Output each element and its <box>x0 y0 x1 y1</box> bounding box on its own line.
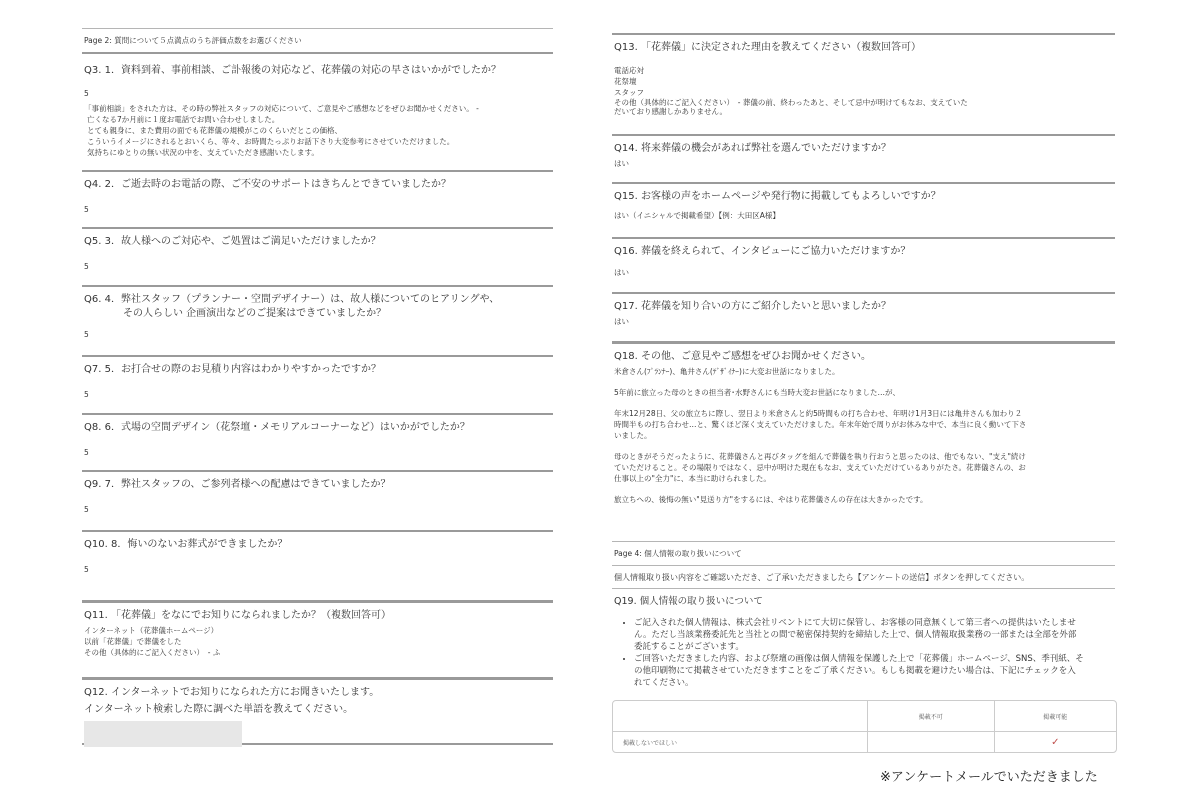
question-q6 <box>82 285 553 355</box>
page4-note-text: 個人情報取り扱い内容をご確認いただき、ご了承いただきましたら【アンケートの送信】ボタンを押してください。 <box>614 573 1030 582</box>
question-q3 <box>82 52 553 170</box>
q3-comment <box>84 103 551 158</box>
comment-paragraph: 旅立ちへの、後悔の無い"見送り方"をするには、やはり花葬儀さんの存在は大きかったです。 <box>614 495 928 504</box>
question-q4 <box>82 170 553 227</box>
q17-text: Q17. 花葬儀を知り合いの方にご紹介したいと思いましたか？ <box>614 301 891 312</box>
cell-not-allowed[interactable] <box>868 731 995 752</box>
table-header-not-allowed: 掲載不可 <box>868 701 995 731</box>
table-header-empty <box>613 701 868 731</box>
q14-answer: はい <box>614 159 629 168</box>
privacy-bullet: • ご回答いただきました内容、および祭壇の画像は個人情報を保護した上で「花葬儀」ホームページ、SNS、季刊紙、その他印刷物にて掲載させていただきますことをご了承ください。もしも掲載を避けたい場合は、下記にチェックを入れてください。 <box>634 653 1084 689</box>
q3-score: 5 <box>84 89 89 98</box>
page4-header-text: Page 4: 個人情報の取り扱いについて <box>614 549 742 558</box>
page2-header-text: Page 2: 質問について５点満点のうち評価点数をお選びください <box>84 36 302 45</box>
answer-line: 以前「花葬儀」で葬儀をした <box>84 637 182 646</box>
comment-paragraph: 年末12月28日、父の旅立ちに際し、翌日より米倉さんと約5時間もの打ち合わせ、年明け1月3日には亀井さんも加わり２時間半もの打ち合わせ…と、驚くほど深く支えていただけました。年末年始で周りがお休みな中で、本当に良く動いて下さいました。 <box>614 409 1027 440</box>
question-q16 <box>612 237 1115 292</box>
question-q11 <box>82 600 553 677</box>
answer-line: 電話応対 <box>614 66 644 75</box>
page4-note <box>612 565 1115 588</box>
question-q15 <box>612 182 1115 237</box>
question-q18 <box>612 341 1115 511</box>
q5-answer: 5 <box>84 262 89 271</box>
q17-answer: はい <box>614 317 629 326</box>
q16-answer: はい <box>614 268 629 277</box>
comment-paragraph: 5年前に旅立った母のときの担当者･水野さんにも当時大変お世話になりました…が、 <box>614 388 901 397</box>
q12-text: Q12. インターネットでお知りになられた方にお聞きいたします。 <box>84 687 380 698</box>
q13-text: Q13. 「花葬儀」に決定された理由を教えてください（複数回答可） <box>614 42 921 53</box>
row-label: 掲載しないでほしい <box>613 731 868 752</box>
page4-header <box>612 541 1115 565</box>
checkmark-icon: ✓ <box>1051 736 1060 748</box>
q6-text: Q6. 4．弊社スタッフ（プランナー・空間デザイナー）は、故人様についてのヒアリングや、 <box>84 294 500 305</box>
question-q14 <box>612 134 1115 182</box>
answer-line: インターネット（花葬儀ホームページ） <box>84 626 219 635</box>
q3-text: Q3. 1．資料到着、事前相談、ご訃報後の対応など、花葬儀の対応の早さはいかがでしたか？ <box>84 65 501 76</box>
question-q13 <box>612 33 1115 134</box>
q11-text: Q11. 「花葬儀」をなにでお知りになられましたか？（複数回答可） <box>84 610 391 621</box>
comment-line: 亡くなる7か月前に１度お電話でお問い合わせしました。 <box>87 115 280 124</box>
q15-text: Q15. お客様の声をホームページや発行物に掲載してもよろしいですか？ <box>614 191 941 202</box>
q10-answer: 5 <box>84 565 89 574</box>
comment-line: こういうイメージにされるとおいくら、等々、お時間たっぷりお話下さり大変参考にさせていただけました。 <box>87 137 455 146</box>
answer-line: だいており感謝しかありません。 <box>614 107 727 116</box>
question-q12 <box>82 677 553 745</box>
q7-answer: 5 <box>84 390 89 399</box>
redacted-answer-box <box>84 721 242 747</box>
answer-line: スタッフ <box>614 88 644 97</box>
privacy-bullet: • ご記入された個人情報は、株式会社リベントにて大切に保管し、お客様の同意無くして第三者への提供はいたしません。ただし当該業務委託先と当社との間で秘密保持契約を締結した上で、個人情報取扱業務の一部または全部を外部委託することがございます。 <box>634 617 1084 653</box>
comment-line: 「事前相談」をされた方は、その時の弊社スタッフの対応について、ご意見やご感想などをぜひお聞かせください。 - <box>84 104 479 113</box>
publication-consent-table <box>612 700 1117 753</box>
q6-answer: 5 <box>84 330 89 339</box>
q4-text: Q4. 2．ご逝去時のお電話の際、ご不安のサポートはきちんとできていましたか？ <box>84 179 451 190</box>
question-q7 <box>82 355 553 413</box>
q8-answer: 5 <box>84 448 89 457</box>
answer-line: その他（具体的にご記入ください） - ふ <box>84 648 221 657</box>
q14-text: Q14. 将来葬儀の機会があれば弊社を選んでいただけますか？ <box>614 143 891 154</box>
cell-allowed[interactable] <box>995 731 1116 752</box>
table-row <box>613 731 1116 752</box>
q12-text-2: インターネット検索した際に調べた単語を教えてください。 <box>84 704 354 715</box>
question-q9 <box>82 470 553 530</box>
q15-answer: はい（イニシャルで掲載希望）【例：大田区A様】 <box>614 211 780 220</box>
footnote: ※アンケートメールでいただきました <box>880 770 1098 785</box>
question-q8 <box>82 413 553 470</box>
q16-text: Q16. 葬儀を終えられて、インタビューにご協力いただけますか？ <box>614 246 911 257</box>
comment-line: 気持ちにゆとりの無い状況の中を、支えていただき感謝いたします。 <box>87 148 319 157</box>
q18-text: Q18. その他、ご意見やご感想をぜひお聞かせください。 <box>614 351 871 362</box>
question-q5 <box>82 227 553 285</box>
comment-paragraph: 母のときがそうだったように、花葬儀さんと再びタッグを組んで葬儀を執り行おうと思ったのは、他でもない、"支え"続けていただけること。その場限りではなく、忌中が明けた現在もなお、支えていただけているありがたさ。花葬儀さんの、お仕事以上の"全力"に、本当に助けられました。 <box>614 452 1026 483</box>
q9-text: Q9. 7．弊社スタッフの、ご参列者様への配慮はできていましたか？ <box>84 479 391 490</box>
answer-line: その他（具体的にご記入ください） - 葬儀の前、終わったあと、そして忌中が明けてもなお、支えていた <box>614 98 968 107</box>
q5-text: Q5. 3．故人様へのご対応や、ご処置はご満足いただけましたか？ <box>84 236 381 247</box>
q19-text: Q19. 個人情報の取り扱いについて <box>614 596 763 607</box>
question-q10 <box>82 530 553 600</box>
q8-text: Q8. 6．式場の空間デザイン（花祭壇・メモリアルコーナーなど）はいかがでしたか？ <box>84 422 470 433</box>
answer-line: 花祭壇 <box>614 77 637 86</box>
comment-paragraph: 米倉さん(ﾌﾟﾗﾝﾅｰ)、亀井さん(ﾃﾞｻﾞｲﾅｰ)に大変お世話になりました。 <box>614 367 840 376</box>
q7-text: Q7. 5．お打合せの際のお見積り内容はわかりやすかったですか？ <box>84 364 381 375</box>
q4-answer: 5 <box>84 205 89 214</box>
question-q17 <box>612 292 1115 341</box>
table-header-allowed: 掲載可能 <box>1043 713 1068 721</box>
page2-header <box>82 28 553 52</box>
q10-text: Q10. 8．悔いのないお葬式ができましたか？ <box>84 539 288 550</box>
comment-line: とても親身に、また費用の面でも花葬儀の規模がこのくらいだとこの価格、 <box>87 126 342 135</box>
question-q19 <box>612 588 1115 688</box>
q9-answer: 5 <box>84 505 89 514</box>
q6-text-2: その人らしい 企画演出などのご提案はできていましたか？ <box>123 308 387 319</box>
